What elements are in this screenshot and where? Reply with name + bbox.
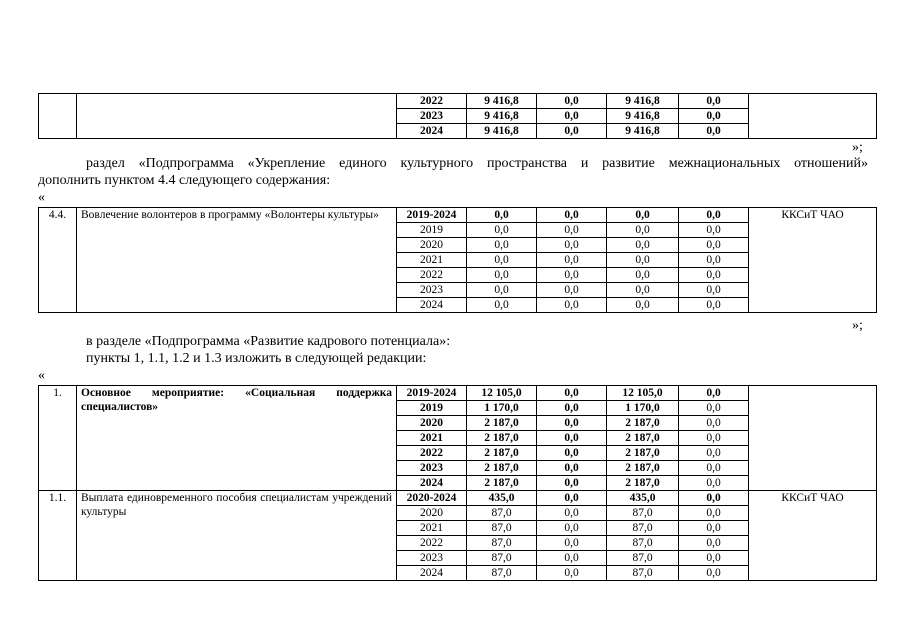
closing-quote: »;: [852, 318, 863, 333]
value-cell: 87,0: [607, 521, 679, 536]
total-cell: 0,0: [467, 283, 537, 298]
paragraph-line: раздел «Подпрограмма «Укрепление единого культурного пространства и развитие межнациональных отношений»: [86, 156, 868, 171]
value-cell: 0,0: [537, 476, 607, 491]
year-cell: 2021: [397, 253, 467, 268]
name-cell: Вовлечение волонтеров в программу «Волонтеры культуры»: [77, 208, 397, 313]
value-cell: 9 416,8: [607, 94, 679, 109]
year-cell: 2019-2024: [397, 386, 467, 401]
value-cell: 0,0: [679, 416, 749, 431]
value-cell: 0,0: [537, 223, 607, 238]
year-cell: 2022: [397, 446, 467, 461]
index-cell: 4.4.: [39, 208, 77, 313]
value-cell: 0,0: [537, 401, 607, 416]
value-cell: 87,0: [607, 551, 679, 566]
year-cell: 2020: [397, 416, 467, 431]
index-cell: [39, 94, 77, 139]
value-cell: 0,0: [679, 461, 749, 476]
paragraph-line: пункты 1, 1.1, 1.2 и 1.3 изложить в следующей редакции:: [86, 351, 427, 366]
value-cell: 0,0: [607, 238, 679, 253]
responsible-cell: ККСиТ ЧАО: [749, 491, 877, 581]
value-cell: 0,0: [607, 223, 679, 238]
responsible-cell: [749, 94, 877, 139]
value-cell: 2 187,0: [607, 431, 679, 446]
total-cell: 0,0: [467, 223, 537, 238]
value-cell: 0,0: [537, 446, 607, 461]
total-cell: 0,0: [467, 253, 537, 268]
year-cell: 2023: [397, 283, 467, 298]
value-cell: 0,0: [537, 283, 607, 298]
value-cell: 0,0: [679, 124, 749, 139]
year-cell: 2022: [397, 268, 467, 283]
value-cell: 0,0: [537, 124, 607, 139]
value-cell: 87,0: [607, 506, 679, 521]
total-cell: 9 416,8: [467, 124, 537, 139]
value-cell: 0,0: [537, 566, 607, 581]
value-cell: 0,0: [679, 551, 749, 566]
value-cell: 0,0: [537, 268, 607, 283]
value-cell: 0,0: [679, 238, 749, 253]
year-cell: 2019: [397, 401, 467, 416]
year-cell: 2023: [397, 461, 467, 476]
value-cell: 435,0: [607, 491, 679, 506]
total-cell: 2 187,0: [467, 446, 537, 461]
total-cell: 0,0: [467, 298, 537, 313]
total-cell: 2 187,0: [467, 476, 537, 491]
value-cell: 87,0: [607, 566, 679, 581]
total-cell: 2 187,0: [467, 461, 537, 476]
year-cell: 2024: [397, 566, 467, 581]
total-cell: 9 416,8: [467, 109, 537, 124]
table-4-4: [38, 207, 877, 313]
value-cell: 0,0: [537, 506, 607, 521]
value-cell: 0,0: [607, 298, 679, 313]
year-cell: 2020-2024: [397, 491, 467, 506]
year-cell: 2021: [397, 431, 467, 446]
value-cell: 0,0: [607, 283, 679, 298]
value-cell: 2 187,0: [607, 461, 679, 476]
value-cell: 0,0: [679, 253, 749, 268]
total-cell: 0,0: [467, 268, 537, 283]
value-cell: 0,0: [679, 109, 749, 124]
paragraph-line: в разделе «Подпрограмма «Развитие кадрового потенциала»:: [86, 334, 451, 349]
year-cell: 2019-2024: [397, 208, 467, 223]
value-cell: 0,0: [537, 536, 607, 551]
total-cell: 87,0: [467, 521, 537, 536]
table-row: [39, 94, 877, 109]
table-top: [38, 93, 877, 139]
value-cell: 0,0: [679, 223, 749, 238]
total-cell: 87,0: [467, 506, 537, 521]
total-cell: 12 105,0: [467, 386, 537, 401]
total-cell: 1 170,0: [467, 401, 537, 416]
value-cell: 0,0: [679, 268, 749, 283]
value-cell: 1 170,0: [607, 401, 679, 416]
value-cell: 0,0: [537, 238, 607, 253]
value-cell: 0,0: [679, 94, 749, 109]
value-cell: 0,0: [537, 298, 607, 313]
year-cell: 2023: [397, 109, 467, 124]
value-cell: 0,0: [607, 208, 679, 223]
value-cell: 0,0: [537, 491, 607, 506]
index-cell: 1.: [39, 386, 77, 491]
value-cell: 0,0: [537, 521, 607, 536]
value-cell: 0,0: [679, 208, 749, 223]
value-cell: 0,0: [679, 521, 749, 536]
year-cell: 2024: [397, 298, 467, 313]
year-cell: 2022: [397, 536, 467, 551]
total-cell: 435,0: [467, 491, 537, 506]
value-cell: 0,0: [537, 416, 607, 431]
value-cell: 0,0: [537, 386, 607, 401]
value-cell: 0,0: [679, 401, 749, 416]
responsible-cell: ККСиТ ЧАО: [749, 208, 877, 313]
year-cell: 2020: [397, 506, 467, 521]
total-cell: 2 187,0: [467, 431, 537, 446]
closing-quote: »;: [852, 140, 863, 155]
table-row: [39, 386, 877, 401]
value-cell: 0,0: [679, 446, 749, 461]
table-row: [39, 491, 877, 506]
total-cell: 0,0: [467, 208, 537, 223]
opening-quote: «: [38, 190, 45, 205]
value-cell: 0,0: [537, 208, 607, 223]
responsible-cell: [749, 386, 877, 491]
value-cell: 0,0: [679, 298, 749, 313]
value-cell: 0,0: [607, 268, 679, 283]
value-cell: 87,0: [607, 536, 679, 551]
value-cell: 0,0: [537, 431, 607, 446]
value-cell: 0,0: [679, 386, 749, 401]
value-cell: 0,0: [679, 431, 749, 446]
total-cell: 2 187,0: [467, 416, 537, 431]
year-cell: 2024: [397, 124, 467, 139]
name-cell: Выплата единовременного пособия специалистам учреждений культуры: [77, 491, 397, 581]
value-cell: 0,0: [679, 566, 749, 581]
name-cell: [77, 94, 397, 139]
value-cell: 2 187,0: [607, 416, 679, 431]
total-cell: 87,0: [467, 536, 537, 551]
value-cell: 0,0: [679, 476, 749, 491]
value-cell: 12 105,0: [607, 386, 679, 401]
value-cell: 0,0: [537, 551, 607, 566]
year-cell: 2019: [397, 223, 467, 238]
year-cell: 2024: [397, 476, 467, 491]
value-cell: 0,0: [537, 461, 607, 476]
year-cell: 2022: [397, 94, 467, 109]
value-cell: 2 187,0: [607, 476, 679, 491]
value-cell: 0,0: [607, 253, 679, 268]
year-cell: 2020: [397, 238, 467, 253]
paragraph-line: дополнить пунктом 4.4 следующего содержания:: [38, 173, 331, 188]
value-cell: 0,0: [679, 283, 749, 298]
opening-quote: «: [38, 368, 45, 383]
table-row: [39, 208, 877, 223]
name-cell: Основное мероприятие: «Социальная поддержка специалистов»: [77, 386, 397, 491]
total-cell: 0,0: [467, 238, 537, 253]
value-cell: 0,0: [679, 491, 749, 506]
value-cell: 9 416,8: [607, 124, 679, 139]
value-cell: 2 187,0: [607, 446, 679, 461]
index-cell: 1.1.: [39, 491, 77, 581]
year-cell: 2023: [397, 551, 467, 566]
total-cell: 9 416,8: [467, 94, 537, 109]
table-1: [38, 385, 877, 581]
value-cell: 0,0: [679, 506, 749, 521]
value-cell: 0,0: [679, 536, 749, 551]
year-cell: 2021: [397, 521, 467, 536]
value-cell: 0,0: [537, 253, 607, 268]
total-cell: 87,0: [467, 566, 537, 581]
value-cell: 0,0: [537, 109, 607, 124]
value-cell: 0,0: [537, 94, 607, 109]
value-cell: 9 416,8: [607, 109, 679, 124]
total-cell: 87,0: [467, 551, 537, 566]
